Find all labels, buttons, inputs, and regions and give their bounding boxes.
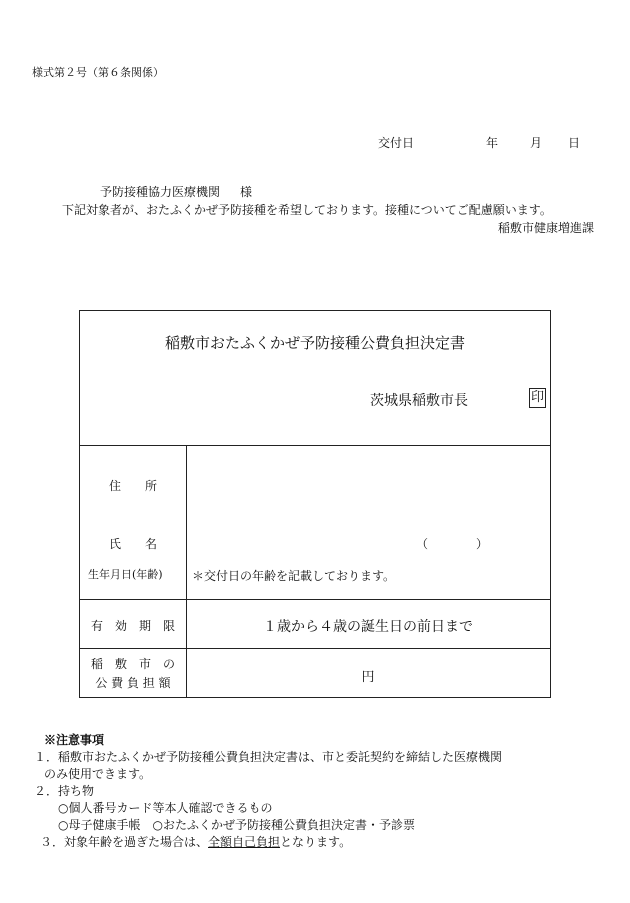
birth-label: 生年月日(年齢) <box>88 568 163 581</box>
notes-title: ※注意事項 <box>44 733 105 747</box>
addressee-honorific: 様 <box>240 185 253 199</box>
burden-label-line1: 稲 敷 市 の <box>90 657 175 671</box>
divider <box>80 599 550 600</box>
birth-note: ＊交付日の年齢を記載しております。 <box>192 569 396 583</box>
name-label: 氏 名 <box>108 537 157 551</box>
validity-value: １歳から４歳の誕生日の前日まで <box>263 619 473 635</box>
note-item-3 <box>40 833 351 850</box>
issue-date-day: 日 <box>568 136 581 150</box>
issue-date-year: 年 <box>486 136 499 150</box>
note-item-3-suffix: となります。 <box>280 835 352 849</box>
issuer-name: 茨城県稲敷市長 <box>370 393 468 409</box>
seal-mark: 印 <box>529 388 546 408</box>
validity-label: 有 効 期 限 <box>90 619 175 633</box>
name-paren: （ ） <box>416 537 489 551</box>
divider <box>80 445 550 446</box>
sender: 稲敷市健康増進課 <box>497 221 594 235</box>
note-item-2: ２．持ち物 <box>34 784 95 798</box>
note-item-3-prefix: ３．対象年齢を過ぎた場合は、 <box>40 835 209 849</box>
note-item-1-line-1: １．稲敷市おたふくかぜ予防接種公費負担決定書は、市と委託契約を締結した医療機関 <box>34 750 503 764</box>
note-item-2-sub-2: ○母子健康手帳 ○おたふくかぜ予防接種公費負担決定書・予診票 <box>58 818 415 832</box>
burden-unit: 円 <box>361 670 375 685</box>
note-item-3-underlined: 全額自己負担 <box>208 835 281 849</box>
burden-label-line2: 公 費 負 担 額 <box>95 676 171 690</box>
certificate-box <box>79 310 551 698</box>
certificate-title: 稲敷市おたふくかぜ予防接種公費負担決定書 <box>164 334 465 352</box>
note-item-2-sub-1: ○個人番号カード等本人確認できるもの <box>58 801 273 815</box>
issue-date-month: 月 <box>530 136 543 150</box>
divider <box>80 648 550 649</box>
address-label: 住 所 <box>108 479 157 493</box>
form-number: 様式第２号（第６条関係） <box>32 66 164 79</box>
addressee-name: 予防接種協力医療機関 <box>100 185 221 199</box>
note-item-1-line-2: のみ使用できます。 <box>44 767 152 781</box>
addressee <box>100 183 252 200</box>
divider <box>186 445 187 697</box>
request-text: 下記対象者が、おたふくかぜ予防接種を希望しております。接種についてご配慮願います。 <box>62 203 552 217</box>
issue-date-label: 交付日 <box>378 136 415 150</box>
